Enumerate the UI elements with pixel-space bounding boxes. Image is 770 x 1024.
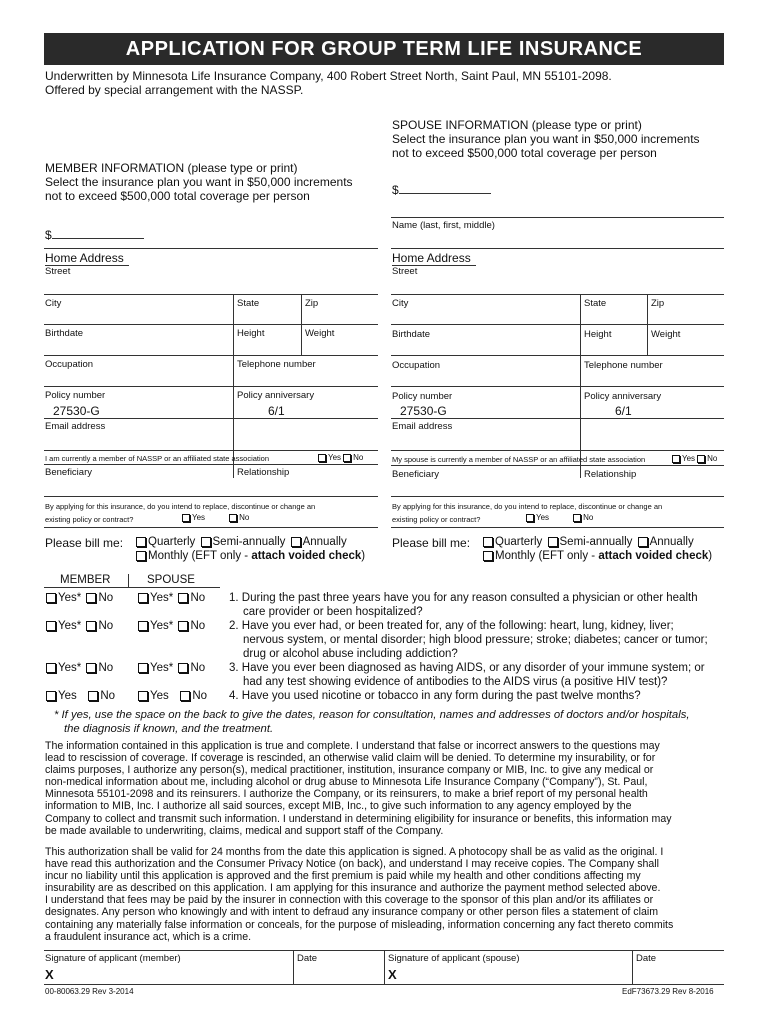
- spouse-quarterly-checkbox[interactable]: [483, 537, 493, 547]
- member-relationship-label: Relationship: [237, 467, 290, 478]
- spouse-relationship-label: Relationship: [584, 469, 637, 480]
- spouse-dollar-sign: $: [392, 183, 399, 197]
- spouse-city-label: City: [392, 298, 409, 309]
- q2-spouse-no-checkbox[interactable]: [178, 621, 188, 631]
- spouse-nassp-options: Yes No: [670, 454, 717, 464]
- spouse-coverage-field[interactable]: [392, 183, 491, 197]
- q1-spouse-yes-checkbox[interactable]: [138, 593, 148, 603]
- member-beneficiary-label: Beneficiary: [45, 467, 92, 478]
- spouse-semiannually-checkbox[interactable]: [548, 537, 558, 547]
- spouse-plan-line1: Select the insurance plan you want in $50,000 increments: [392, 132, 700, 146]
- member-email-label: Email address: [45, 421, 106, 432]
- health-spouse-header: SPOUSE: [147, 574, 195, 586]
- spouse-occupation-label: Occupation: [392, 360, 441, 371]
- spouse-signature-label: Signature of applicant (spouse): [388, 953, 520, 964]
- q4-spouse-answers: Yes No: [136, 690, 207, 704]
- spouse-beneficiary-label: Beneficiary: [392, 469, 439, 480]
- q3-spouse-answers: Yes* No: [136, 662, 205, 676]
- spouse-replace-line2: existing policy or contract?: [392, 515, 481, 524]
- member-semiannually-checkbox[interactable]: [201, 537, 211, 547]
- member-plan-line2: not to exceed $500,000 total coverage per person: [45, 189, 310, 203]
- member-birthdate-label: Birthdate: [45, 328, 84, 339]
- member-nassp-options: Yes No: [316, 453, 363, 463]
- member-monthly-checkbox[interactable]: [136, 551, 146, 561]
- question-2-line1: 2. Have you ever had, or been treated for, any of the following: heart, lung, kidney, liver;: [229, 620, 674, 632]
- member-height-label: Height: [237, 328, 265, 339]
- member-nassp-question: I am currently a member of NASSP or an affiliated state association: [45, 454, 269, 463]
- q4-member-answers: Yes No: [44, 690, 115, 704]
- member-nassp-no-checkbox[interactable]: [343, 454, 351, 462]
- question-4: 4. Have you used nicotine or tobacco in any form during the past twelve months?: [229, 690, 641, 702]
- q2-member-answers: Yes* No: [44, 620, 113, 634]
- spouse-signature-field[interactable]: X: [388, 967, 397, 982]
- yes-note-line2: the diagnosis if known, and the treatment.: [64, 723, 274, 735]
- q2-member-yes-checkbox[interactable]: [46, 621, 56, 631]
- member-weight-label: Weight: [305, 328, 335, 339]
- spouse-plan-line2: not to exceed $500,000 total coverage per person: [392, 146, 657, 160]
- q4-spouse-no-checkbox[interactable]: [180, 691, 190, 701]
- spouse-bill-options: Quarterly Semi-annually Annually Monthly (EFT only - attach voided check): [481, 535, 712, 563]
- member-date-label: Date: [297, 953, 318, 964]
- member-policy-number: 27530-G: [53, 404, 100, 418]
- q1-member-no-checkbox[interactable]: [86, 593, 96, 603]
- spouse-weight-label: Weight: [651, 329, 681, 340]
- member-zip-label: Zip: [305, 298, 319, 309]
- spouse-birthdate-label: Birthdate: [392, 329, 431, 340]
- q4-member-yes-checkbox[interactable]: [46, 691, 56, 701]
- spouse-annually-checkbox[interactable]: [638, 537, 648, 547]
- spouse-date-label: Date: [636, 953, 657, 964]
- q3-spouse-no-checkbox[interactable]: [178, 663, 188, 673]
- member-signature-label: Signature of applicant (member): [45, 953, 181, 964]
- spouse-replace-line1: By applying for this insurance, do you intend to replace, discontinue or change an: [392, 502, 663, 511]
- spouse-name-label: Name (last, first, middle): [392, 220, 495, 231]
- spouse-home-address-label: Home Address: [392, 251, 476, 266]
- yes-note-line1: * If yes, use the space on the back to give the dates, reason for consultation, names and addresses of doctors and/or hospitals,: [54, 709, 690, 721]
- spouse-replace-yes-checkbox[interactable]: [526, 514, 534, 522]
- member-quarterly-checkbox[interactable]: [136, 537, 146, 547]
- member-replace-yes-checkbox[interactable]: [182, 514, 190, 522]
- question-1-line1: 1. During the past three years have you for any reason consulted a physician or other health: [229, 592, 698, 604]
- spouse-replace-no-checkbox[interactable]: [573, 514, 581, 522]
- member-occupation-label: Occupation: [45, 359, 94, 370]
- spouse-zip-label: Zip: [651, 298, 665, 309]
- member-nassp-yes-checkbox[interactable]: [318, 454, 326, 462]
- form-title: APPLICATION FOR GROUP TERM LIFE INSURANCE: [44, 33, 724, 65]
- question-1-line2: care provider or been hospitalized?: [243, 606, 423, 618]
- q1-spouse-no-checkbox[interactable]: [178, 593, 188, 603]
- member-heading: MEMBER INFORMATION (please type or print): [45, 161, 298, 175]
- member-city-label: City: [45, 298, 62, 309]
- member-bill-label: Please bill me:: [45, 536, 124, 550]
- spouse-email-label: Email address: [392, 421, 453, 432]
- q4-member-no-checkbox[interactable]: [88, 691, 98, 701]
- spouse-street-label: Street: [392, 266, 418, 277]
- spouse-height-label: Height: [584, 329, 612, 340]
- q3-member-yes-checkbox[interactable]: [46, 663, 56, 673]
- member-home-address-label: Home Address: [45, 251, 129, 266]
- spouse-nassp-question: My spouse is currently a member of NASSP or an affiliated state association: [392, 455, 646, 464]
- authorization-paragraph-1: The information contained in this application is true and complete. I understand that false or incorrect answers to the questions may lead to rescission of coverage. If coverage is rescinded, an otherwise valid claim will be denied. To determine my insurability, or for claims purposes, I authorize any person(s), medical practitioner, institution, insurance company or MIB, Inc. to give any medical or non-medical information about me, including alcohol or drug abuse to Minnesota Life Insurance Company (“Company”), St. Paul, Minnesota 55101-2098 and its reinsurers. I authorize the Company, or its reinsurers, to make a brief report of my personal health information to MIB, Inc. I authorize all said sources, except MIB, Inc., to give such information to any agency employed by the Company to collect and transmit such information. I understand in determining eligibility for insurance or benefits, this information may be made available to underwriting, claims, medical and support staff of the Company.: [45, 740, 672, 837]
- spouse-policy-number: 27530-G: [400, 404, 447, 418]
- q3-member-answers: Yes* No: [44, 662, 113, 676]
- q2-member-no-checkbox[interactable]: [86, 621, 96, 631]
- spouse-heading: SPOUSE INFORMATION (please type or print): [392, 118, 642, 132]
- member-policy-anniversary: 6/1: [268, 404, 285, 418]
- q3-member-no-checkbox[interactable]: [86, 663, 96, 673]
- member-street-label: Street: [45, 266, 71, 277]
- form-number-left: 00-80063.29 Rev 3-2014: [45, 987, 134, 996]
- member-telephone-label: Telephone number: [237, 359, 316, 370]
- question-3-line2: had any test showing evidence of antibodies to the AIDS virus (a positive HIV test)?: [243, 676, 668, 688]
- spouse-policy-anniversary-label: Policy anniversary: [584, 391, 662, 402]
- spouse-nassp-yes-checkbox[interactable]: [672, 455, 680, 463]
- member-policy-number-label: Policy number: [45, 390, 106, 401]
- q1-member-answers: Yes* No: [44, 592, 113, 606]
- member-replace-options: Yes No: [180, 513, 249, 523]
- q1-spouse-answers: Yes* No: [136, 592, 205, 606]
- spouse-replace-options: Yes No: [524, 513, 593, 523]
- authorization-paragraph-2: This authorization shall be valid for 24 months from the date this application is signed. A photocopy shall be as valid as the original. I have read this authorization and the Consumer Privacy Notice (on back), and understand I may receive copies. The Company shall incur no liability until this application is approved and the first premium is paid while my health and other conditions affecting my insurability are as described on this application. I am applying for this insurance and authorize the payment method selected above. I understand that fees may be paid by the insurer in connection with this coverage to the sponsor of this plan and/or its affiliates or designates. Any person who knowingly and with intent to defraud any insurance company or other person files a statement of claim containing any materially false information or conceals, for the purpose of misleading, information concerning any fact thereto commits a fraudulent insurance act, which is a crime.: [45, 846, 674, 943]
- underwriter-line: Underwritten by Minnesota Life Insurance Company, 400 Robert Street North, Saint Paul, MN 55101-2098.: [45, 69, 612, 83]
- q1-member-yes-checkbox[interactable]: [46, 593, 56, 603]
- arrangement-line: Offered by special arrangement with the NASSP.: [45, 83, 304, 97]
- member-replace-line2: existing policy or contract?: [45, 515, 134, 524]
- question-2-line3: drug or alcohol abuse including addiction?: [243, 648, 458, 660]
- member-state-label: State: [237, 298, 260, 309]
- spouse-bill-label: Please bill me:: [392, 536, 471, 550]
- member-bill-options: Quarterly Semi-annually Annually Monthly (EFT only - attach voided check): [134, 535, 365, 563]
- spouse-policy-number-label: Policy number: [392, 391, 453, 402]
- member-policy-anniversary-label: Policy anniversary: [237, 390, 315, 401]
- member-plan-line1: Select the insurance plan you want in $50,000 increments: [45, 175, 353, 189]
- member-annually-checkbox[interactable]: [291, 537, 301, 547]
- health-member-header: MEMBER: [60, 574, 111, 586]
- q2-spouse-answers: Yes* No: [136, 620, 205, 634]
- q2-spouse-yes-checkbox[interactable]: [138, 621, 148, 631]
- spouse-policy-anniversary: 6/1: [615, 404, 632, 418]
- question-2-line2: nervous system, or mental disorder; high blood pressure; stroke; diabetes; cancer or tumor;: [243, 634, 708, 646]
- member-signature-field[interactable]: X: [45, 967, 54, 982]
- member-coverage-field[interactable]: [45, 228, 144, 242]
- member-replace-no-checkbox[interactable]: [229, 514, 237, 522]
- spouse-monthly-checkbox[interactable]: [483, 551, 493, 561]
- form-number-right: EdF73673.29 Rev 8-2016: [622, 987, 714, 996]
- q3-spouse-yes-checkbox[interactable]: [138, 663, 148, 673]
- member-dollar-sign: $: [45, 228, 52, 242]
- spouse-state-label: State: [584, 298, 607, 309]
- spouse-nassp-no-checkbox[interactable]: [697, 455, 705, 463]
- spouse-telephone-label: Telephone number: [584, 360, 663, 371]
- member-replace-line1: By applying for this insurance, do you intend to replace, discontinue or change an: [45, 502, 316, 511]
- q4-spouse-yes-checkbox[interactable]: [138, 691, 148, 701]
- question-3-line1: 3. Have you ever been diagnosed as having AIDS, or any disorder of your immune system; or: [229, 662, 705, 674]
